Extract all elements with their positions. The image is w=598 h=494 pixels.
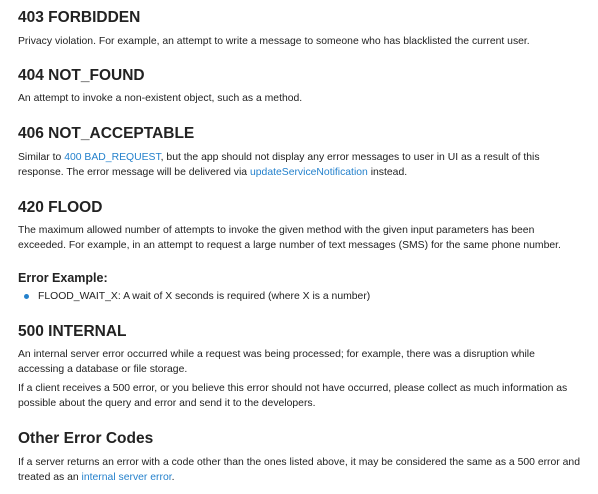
bullet-icon: [24, 294, 29, 299]
heading-404: 404 NOT_FOUND: [18, 67, 145, 84]
paragraph-406: [18, 150, 580, 180]
update-service-notification-link[interactable]: updateServiceNotification: [249, 167, 368, 178]
bad-request-link[interactable]: 400 BAD_REQUEST: [64, 152, 161, 163]
list-item: [18, 289, 580, 304]
internal-server-error-link[interactable]: internal server error: [81, 472, 172, 483]
paragraph-406-text-end: instead.: [367, 167, 408, 178]
error-example-list: [18, 289, 580, 304]
paragraph-404: An attempt to invoke a non-existent object, such as a method.: [18, 93, 303, 104]
paragraph-other-text-end: .: [171, 472, 175, 483]
paragraph-other-text-start: If a server returns an error with a code other than the ones listed above, it may be considered the same as a 500 error and treated as an: [18, 457, 580, 483]
heading-other-error-codes: Other Error Codes: [18, 430, 154, 447]
paragraph-403: Privacy violation. For example, an attempt to write a message to someone who has blacklisted the current user.: [18, 36, 530, 47]
heading-420: 420 FLOOD: [18, 199, 103, 216]
heading-500: 500 INTERNAL: [18, 323, 127, 340]
list-item-text: FLOOD_WAIT_X: A wait of X seconds is required (where X is a number): [38, 291, 371, 302]
paragraph-420: The maximum allowed number of attempts to invoke the given method with the given input parameters has been exceeded. For example, in an attempt to request a large number of text messages (SMS) for the same phone number.: [18, 225, 561, 251]
paragraph-406-text-start: Similar to: [18, 152, 65, 163]
error-example-heading: Error Example:: [18, 271, 108, 285]
paragraph-other-error-codes: [18, 455, 580, 485]
heading-406: 406 NOT_ACCEPTABLE: [18, 125, 195, 142]
paragraph-500-first: An internal server error occurred while a request was being processed; for example, there was a disruption while accessing a database or file storage.: [18, 349, 535, 375]
paragraph-406-text-middle: , but the app should not display any error messages to user in UI as a result of this response. The error message will be delivered via: [18, 152, 540, 178]
paragraph-500-second: If a client receives a 500 error, or you believe this error should not have occurred, please collect as much information as possible about the query and error and send it to the developers.: [18, 383, 568, 409]
heading-403: 403 FORBIDDEN: [18, 9, 141, 26]
